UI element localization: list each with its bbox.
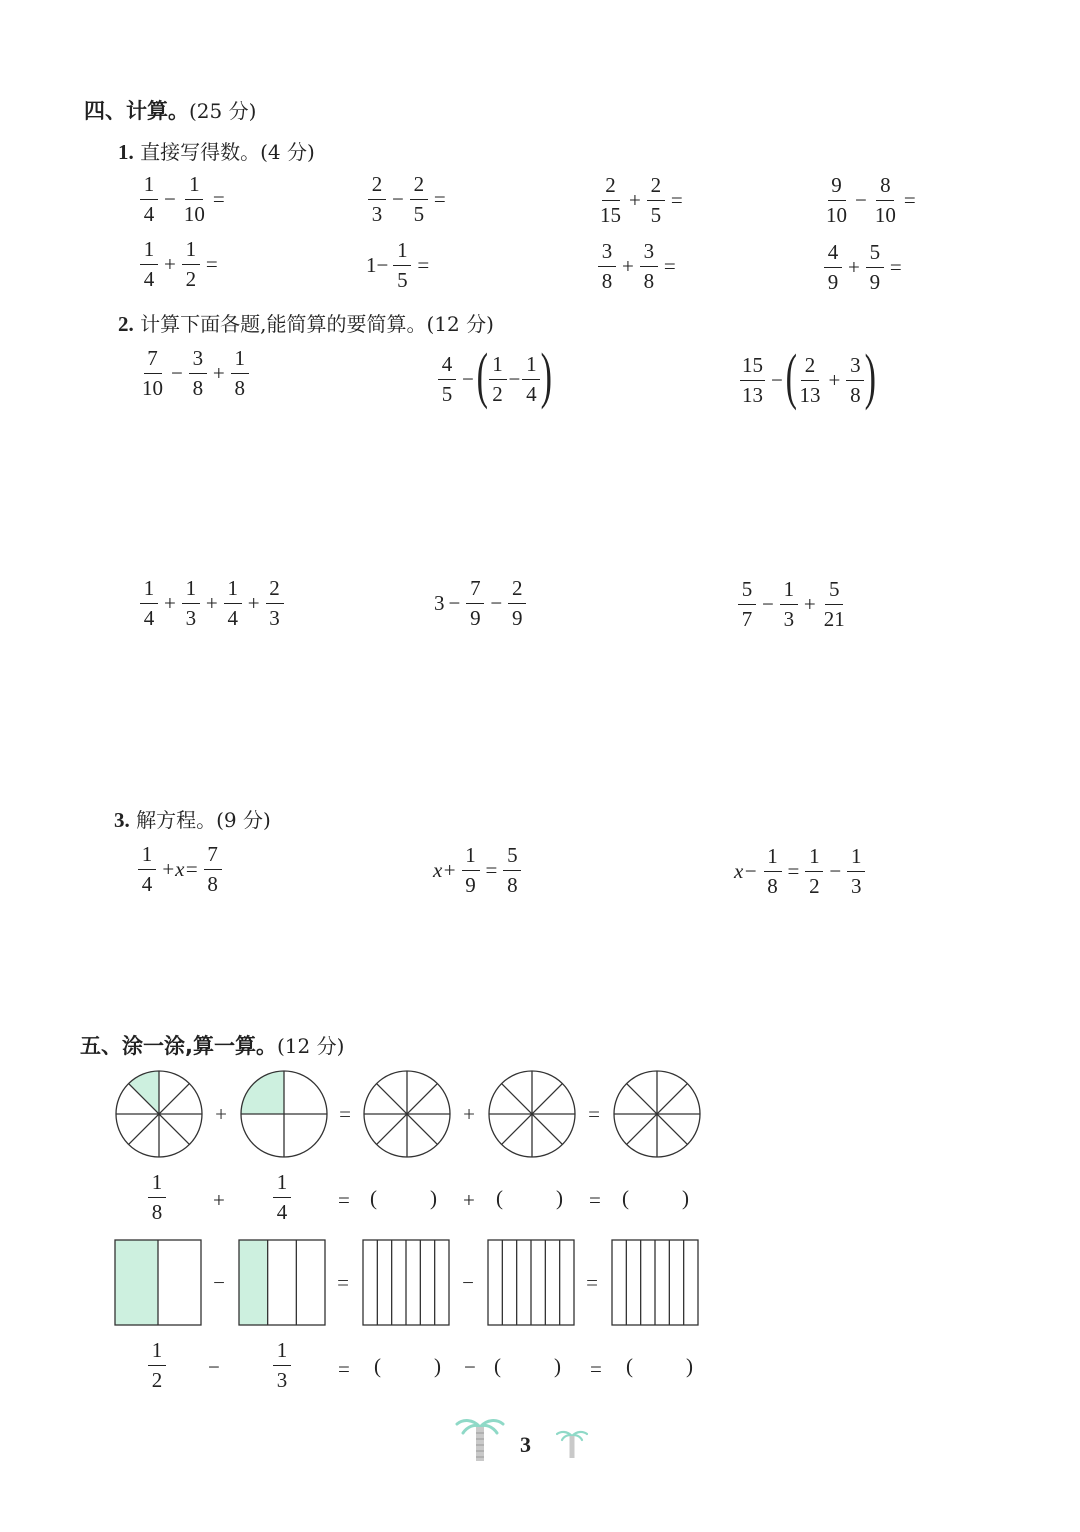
section-4-title bbox=[84, 95, 256, 125]
rect-row-blank-1-close: ) bbox=[434, 1354, 441, 1378]
rect-op-eq-2: = bbox=[586, 1270, 598, 1295]
question-2-text: 计算下面各题,能简算的要简算。(12 分) bbox=[140, 312, 494, 336]
circle-row-blank-2-close: ) bbox=[556, 1186, 563, 1210]
rect-op-eq-1: = bbox=[337, 1270, 349, 1295]
q2-item-6: 5 7 − $\frac{1}{3}$ + $\frac{5}{21}$ bbox=[736, 579, 849, 630]
small-palm-tree-icon bbox=[556, 1428, 588, 1460]
rect-op-minus-1: − bbox=[213, 1270, 225, 1295]
q2-item-5: 3 − $\frac{7}{9}$ − $\frac{2}{9}$ bbox=[434, 578, 528, 629]
q2-item-2: 4 5 − ( 1 2 − $\frac{1}{4}$ ) bbox=[436, 348, 551, 410]
q3-equation-1: 1 4 +x= $\frac{7}{8}$ bbox=[136, 844, 224, 895]
question-1-heading bbox=[118, 136, 315, 165]
q1-item-7: 3 8 + $\frac{3}{8}$ = bbox=[596, 241, 680, 292]
question-1-number: 1. bbox=[118, 140, 134, 164]
question-3-text: 解方程。(9 分) bbox=[136, 808, 271, 832]
circle-op-plus-1: + bbox=[215, 1102, 227, 1126]
question-3-number: 3. bbox=[114, 808, 130, 832]
circle-row-eq-2: = bbox=[589, 1188, 601, 1212]
rect-row-blank-1-open: ( bbox=[374, 1354, 381, 1378]
circle-shaded-eighth bbox=[129, 1071, 159, 1114]
section-5-title bbox=[80, 1030, 344, 1060]
q1-item-8: 4 9 + $\frac{5}{9}$ = bbox=[822, 242, 906, 293]
q1-item-1: 1 4 − $\frac{1}{10}$ = bbox=[138, 174, 229, 225]
section-5-title-text: 五、涂一涂,算一算。 bbox=[80, 1034, 277, 1058]
rect-row-blank-3-close: ) bbox=[686, 1354, 693, 1378]
rect-shaded-part bbox=[239, 1240, 268, 1325]
circle-row-label-1: 1 8 bbox=[146, 1172, 168, 1223]
rect-row-label-2: 1 3 bbox=[271, 1340, 293, 1391]
rect-row-eq-1: = bbox=[338, 1357, 350, 1381]
q1-item-2: 2 3 − $\frac{2}{5}$ = bbox=[366, 174, 450, 225]
rectangle-diagrams bbox=[100, 1232, 720, 1337]
circle-row-eq-1: = bbox=[338, 1188, 350, 1212]
section-4-title-text: 四、计算。 bbox=[84, 99, 189, 123]
q1-item-3: 2 15 + $\frac{2}{5}$ = bbox=[600, 173, 683, 227]
circle-op-plus-2: + bbox=[463, 1102, 475, 1126]
question-1-text: 直接写得数。(4 分) bbox=[140, 140, 315, 164]
question-2-number: 2. bbox=[118, 312, 134, 336]
circle-row-blank-3-close: ) bbox=[682, 1186, 689, 1210]
q1-item-4: 9 10 − $\frac{8}{10}$ = bbox=[826, 173, 916, 227]
page-number: 3 bbox=[520, 1432, 531, 1457]
rect-row-label-1: 1 2 bbox=[146, 1340, 168, 1391]
rect-row-minus-2: − bbox=[464, 1355, 476, 1379]
palm-tree-icon bbox=[455, 1415, 505, 1465]
circle-row-label-2: 1 4 bbox=[271, 1172, 293, 1223]
circle-row-blank-1-open: ( bbox=[370, 1186, 377, 1210]
circle-row-blank-2-open: ( bbox=[496, 1186, 503, 1210]
rect-row-minus-1: − bbox=[208, 1355, 220, 1379]
question-3-heading bbox=[114, 804, 271, 833]
rect-row-blank-2-close: ) bbox=[554, 1354, 561, 1378]
rect-row-eq-2: = bbox=[590, 1357, 602, 1381]
rect-shaded-part bbox=[115, 1240, 158, 1325]
circle-row-blank-1-close: ) bbox=[430, 1186, 437, 1210]
q2-item-4: 1 4 + $\frac{1}{3}$ + $\frac{1}{4}$ + $\frac{2}{3}$ bbox=[138, 578, 286, 629]
q3-equation-3: x− $\frac{1}{8}$ = $\frac{1}{2}$ − $\frac{1}{3}$ bbox=[734, 846, 867, 897]
q2-item-1: 7 10 − $\frac{3}{8}$ + $\frac{1}{8}$ bbox=[138, 348, 251, 399]
circle-diagrams bbox=[100, 1060, 720, 1170]
q1-item-5: 1 4 + $\frac{1}{2}$ = bbox=[138, 239, 222, 290]
q2-item-3: 15 13 − ( 2 13 + $\frac{3}{8}$ ) bbox=[742, 343, 877, 411]
circle-row-plus-1: + bbox=[213, 1188, 225, 1212]
circle-op-eq-2: = bbox=[588, 1102, 600, 1126]
circle-row-blank-3-open: ( bbox=[622, 1186, 629, 1210]
q1-item-6: 1 − $\frac{1}{5}$ = bbox=[366, 238, 430, 292]
rect-row-blank-3-open: ( bbox=[626, 1354, 633, 1378]
q3-equation-2: x+ $\frac{1}{9}$ = $\frac{5}{8}$ bbox=[433, 845, 523, 896]
question-2-heading bbox=[118, 308, 494, 337]
rect-row-blank-2-open: ( bbox=[494, 1354, 501, 1378]
circle-op-eq-1: = bbox=[339, 1102, 351, 1126]
rect-op-minus-2: − bbox=[462, 1270, 474, 1295]
section-4-points: (25 分) bbox=[189, 99, 257, 123]
section-5-points: (12 分) bbox=[276, 1034, 345, 1058]
circle-row-plus-2: + bbox=[463, 1188, 475, 1212]
